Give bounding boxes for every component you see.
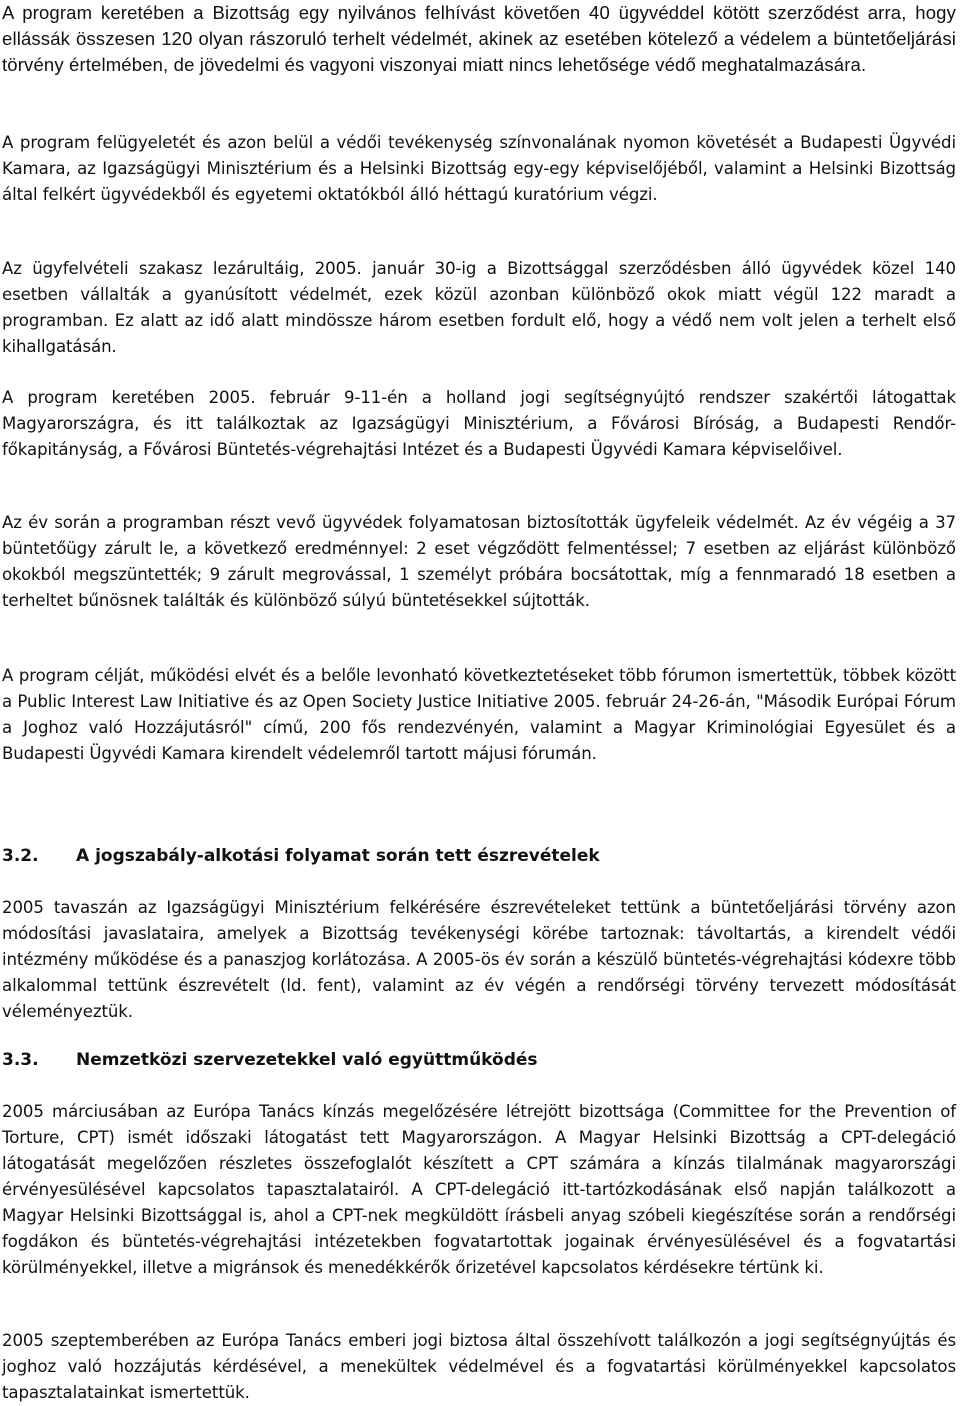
section-heading-3-3 [2, 1047, 956, 1073]
paragraph-program-supervision: A program felügyeletét és azon belül a védői tevékenység színvonalának nyomon követését a Budapesti Ügyvédi Kamara, az Igazságügyi Minisztérium és a Helsinki Bizottság egy-egy képviselőjéből, valamint a Helsinki Bizottság által felkért ügyvédekből és egyetemi oktatókból álló héttagú kuratórium végzi. [2, 133, 956, 204]
paragraph-program-presentations: A program célját, működési elvét és a belőle levonható következtetéseket több fórumon ismertettük, többek között a Public Interest Law Initiative és az Open Society Justice Initiative 2005. február 24-26-án, "Második Európai Fórum a Joghoz való Hozzájutásról" című, 200 fős rendezvényén, valamint a Magyar Kriminológiai Egyesület és a Budapesti Ügyvédi Kamara kirendelt védelemről tartott májusi fórumán. [2, 666, 956, 763]
section-number: 3.3. [2, 1050, 39, 1070]
section-heading-3-2 [2, 843, 956, 869]
section-title: Nemzetközi szervezetekkel való együttműködés [76, 1050, 538, 1070]
paragraph-cpt-visit: 2005 márciusában az Európa Tanács kínzás megelőzésére létrejött bizottsága (Committee for the Prevention of Torture, CPT) ismét időszaki látogatást tett Magyarországon. A Magyar Helsinki Bizottság a CPT-delegáció látogatását megelőzően részletes összefoglalót készített a CPT számára a kínzás tilalmának magyarországi érvényesülésével kapcsolatos tapasztalatairól. A CPT-delegáció itt-tartózkodásának első napján találkozott a Magyar Helsinki Bizottsággal is, ahol a CPT-nek megküldött írásbeli anyag szóbeli kiegészítése során a rendőrségi fogdákon és büntetés-végrehajtási intézetekben fogvatartottak jogainak érvényesülésével és a fogvatartási körülményekkel, illetve a migránsok és menedékkérők őrizetével kapcsolatos kérdésekre tértünk ki. [2, 1102, 956, 1277]
section-title: A jogszabály-alkotási folyamat során tett észrevételek [76, 846, 600, 866]
paragraph-dutch-experts-visit: A program keretében 2005. február 9-11-én a holland jogi segítségnyújtó rendszer szakértői látogattak Magyarországra, és itt találkoztak az Igazságügyi Minisztérium, a Fővárosi Bíróság, a Budapesti Rendőr-főkapitányság, a Fővárosi Büntetés-végrehajtási Intézet és a Budapesti Ügyvédi Kamara képviselőivel. [2, 388, 956, 459]
section-number: 3.2. [2, 846, 39, 866]
paragraph-legislation-comments: 2005 tavaszán az Igazságügyi Minisztérium felkérésére észrevételeket tettünk a büntetőeljárási törvény azon módosítási javaslataira, amelyek a Bizottság tevékenységi körébe tartoznak: távoltartás, a kirendelt védői intézmény működése és a panaszjog korlátozása. A 2005-ös év során a készülő büntetés-végrehajtási kódexre több alkalommal tettünk észrevételt (ld. fent), valamint az év végén a rendőrségi törvény tervezett módosítását véleményeztük. [2, 898, 956, 1021]
paragraph-case-results: Az év során a programban részt vevő ügyvédek folyamatosan biztosították ügyfeleik védelmét. Az év végéig a 37 büntetőügy zárult le, a következő eredménnyel: 2 eset végződött felmentéssel; 7 esetben az eljárást különböző okokból megszüntették; 9 zárult megrovással, 1 személyt próbára bocsátottak, míg a fennmaradó 18 esetben a terheltet bűnösnek találták és különböző súlyú büntetésekkel sújtották. [2, 513, 956, 610]
paragraph-client-intake: Az ügyfelvételi szakasz lezárultáig, 2005. január 30-ig a Bizottsággal szerződésben álló ügyvédek közel 140 esetben vállalták a gyanúsított védelmét, ezek közül azonban különböző okok miatt végül 122 maradt a programban. Ez alatt az idő alatt mindössze három esetben fordult elő, hogy a védő nem volt jelen a terhelt első kihallgatásán. [2, 259, 956, 356]
paragraph-coe-commissioner-meeting: 2005 szeptemberében az Európa Tanács emberi jogi biztosa által összehívott találkozón a jogi segítségnyújtás és joghoz való hozzájutás kérdésével, a menekültek védelmével és a fogvatartási körülményekkel kapcsolatos tapasztalatainkat ismertettük. [2, 1331, 956, 1402]
paragraph-program-contracts: A program keretében a Bizottság egy nyilvános felhívást követően 40 ügyvéddel kötött szerződést arra, hogy ellássák összesen 120 olyan rászoruló terhelt védelmét, akinek az esetében kötelező a védelem a büntetőeljárási törvény értelmében, de jövedelmi és vagyoni viszonyai miatt nincs lehetősége védő meghatalmazására. [2, 2, 956, 75]
